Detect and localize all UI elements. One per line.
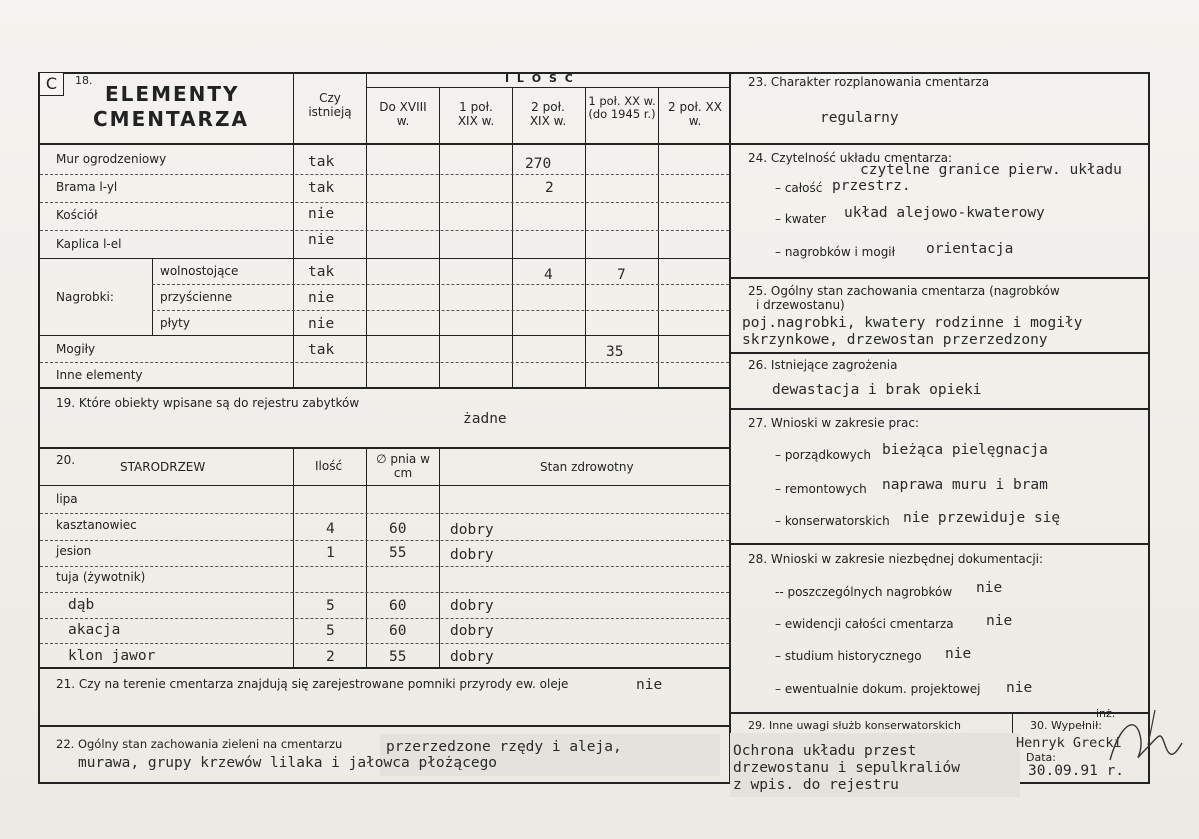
- works-label-1: – porządkowych: [775, 448, 871, 462]
- signature: [1100, 705, 1185, 775]
- period-1: 1 poł. XIX w.: [457, 100, 495, 128]
- tree-name-1: kasztanowiec: [56, 518, 137, 532]
- documentation-answer-1: nie: [976, 580, 1003, 596]
- row-label-freestanding: wolnostojące: [160, 264, 239, 278]
- tree-name-3: tuja (żywotnik): [56, 570, 146, 584]
- exists-freestanding: tak: [308, 264, 335, 280]
- row-label-other: Inne elementy: [56, 368, 143, 382]
- filled-by-date-label: Data:: [1026, 751, 1056, 764]
- trees-title: STARODRZEW: [120, 460, 206, 474]
- exists-gate: tak: [308, 180, 335, 196]
- legibility-answer-2: układ alejowo-kwaterowy: [844, 205, 1045, 221]
- documentation-label-2: – ewidencji całości cmentarza: [775, 617, 954, 631]
- documentation-question: 28. Wnioski w zakresie niezbędnej dokumentacji:: [748, 552, 1044, 566]
- legibility-label-3: – nagrobków i mogił: [775, 245, 896, 259]
- documentation-label-1: -- poszczególnych nagrobków: [775, 585, 953, 599]
- period-0: Do XVIII w.: [379, 100, 427, 128]
- layout-question: 23. Charakter rozplanowania cmentarza: [748, 75, 990, 89]
- qty-gate-p3: 2: [545, 180, 554, 196]
- title-line-1: ELEMENTY: [105, 82, 240, 106]
- tree-diam-6: 55: [389, 649, 407, 665]
- remarks-answer-2: drzewostanu i sepulkraliów: [733, 760, 960, 776]
- tree-count-5: 5: [326, 623, 335, 639]
- legibility-label-1: – całość: [775, 181, 823, 195]
- works-label-3: – konserwatorskich: [775, 514, 890, 528]
- row-label-wall: Mur ogrodzeniowy: [56, 152, 167, 166]
- filled-by-question: 30. Wypełnił:: [1030, 719, 1102, 732]
- title-line-2: CMENTARZA: [93, 107, 249, 131]
- filled-by-title: inż.: [1096, 707, 1116, 720]
- period-3: 1 poł. XX w. (do 1945 r.): [588, 94, 656, 122]
- monuments-answer: nie: [636, 677, 663, 693]
- tree-name-4: dąb: [68, 597, 95, 613]
- row-label-mounds: Mogiły: [56, 342, 96, 356]
- filled-by-name: Henryk Grecki: [1016, 735, 1122, 751]
- tree-health-4: dobry: [450, 598, 494, 614]
- row-label-slabs: płyty: [160, 316, 190, 330]
- legibility-label-2: – kwater: [775, 212, 826, 226]
- documentation-answer-4: nie: [1006, 680, 1033, 696]
- tree-diam-5: 60: [389, 623, 407, 639]
- condition-answer-1: poj.nagrobki, kwatery rodzinne i mogiły: [742, 315, 1083, 331]
- col-quantity-header: I L O Ś Ć: [505, 72, 575, 85]
- row-label-church: Kościół: [56, 208, 98, 222]
- col-exists-header: Czy istnieją: [308, 91, 352, 119]
- condition-answer-2: skrzynkowe, drzewostan przerzedzony: [742, 332, 1048, 348]
- qty-freestanding-p4: 7: [617, 267, 626, 283]
- layout-answer: regularny: [820, 110, 899, 126]
- works-label-2: – remontowych: [775, 482, 867, 496]
- exists-wall-mounted: nie: [308, 290, 335, 306]
- monuments-question: 21. Czy na terenie cmentarza znajdują się zarejestrowane pomniki przyrody ew. oleje: [56, 677, 569, 691]
- documentation-answer-2: nie: [986, 613, 1013, 629]
- trees-number: 20.: [56, 453, 76, 467]
- tree-name-2: jesion: [56, 544, 92, 558]
- corner-letter-box: C: [39, 72, 64, 96]
- greenery-answer-2: murawa, grupy krzewów lilaka i jałowca płożącego: [78, 755, 498, 771]
- works-answer-1: bieżąca pielęgnacja: [882, 442, 1048, 458]
- row-label-graves-group: Nagrobki:: [56, 290, 114, 304]
- qty-freestanding-p3: 4: [544, 267, 553, 283]
- tree-health-5: dobry: [450, 623, 494, 639]
- exists-mounds: tak: [308, 342, 335, 358]
- registry-question: 19. Które obiekty wpisane są do rejestru zabytków: [56, 396, 360, 410]
- row-label-wall-mounted: przyścienne: [160, 290, 233, 304]
- row-label-gate: Brama l-yl: [56, 180, 118, 194]
- exists-church: nie: [308, 206, 335, 222]
- condition-question-2: i drzewostanu): [756, 298, 845, 312]
- works-answer-3: nie przewiduje się: [903, 510, 1061, 526]
- qty-wall-p3: 270: [525, 156, 552, 172]
- row-label-chapel: Kaplica l-el: [56, 237, 122, 251]
- trees-col-health: Stan zdrowotny: [540, 460, 634, 474]
- registry-answer: żadne: [463, 411, 507, 427]
- tree-count-4: 5: [326, 598, 335, 614]
- qty-mounds-p4: 35: [606, 344, 624, 360]
- tree-count-2: 1: [326, 545, 335, 561]
- remarks-answer-3: z wpis. do rejestru: [733, 777, 899, 793]
- tree-count-1: 4: [326, 521, 335, 537]
- works-answer-2: naprawa muru i bram: [882, 477, 1048, 493]
- greenery-question: 22. Ogólny stan zachowania zieleni na cmentarzu: [56, 737, 343, 751]
- documentation-answer-3: nie: [945, 646, 972, 662]
- tree-health-1: dobry: [450, 522, 494, 538]
- threats-answer: dewastacja i brak opieki: [772, 382, 982, 398]
- exists-wall: tak: [308, 154, 335, 170]
- tree-health-2: dobry: [450, 547, 494, 563]
- tree-name-6: klon jawor: [68, 648, 156, 664]
- trees-col-diameter: ∅ pnia w cm: [376, 452, 430, 480]
- legibility-answer-3: orientacja: [926, 241, 1014, 257]
- documentation-label-3: – studium historycznego: [775, 649, 922, 663]
- remarks-answer-1: Ochrona układu przest: [733, 743, 917, 759]
- legibility-answer-1: przestrz.: [832, 178, 911, 194]
- tree-count-6: 2: [326, 649, 335, 665]
- works-question: 27. Wnioski w zakresie prac:: [748, 416, 920, 430]
- greenery-answer-1: przerzedzone rzędy i aleja,: [386, 739, 622, 755]
- tree-diam-4: 60: [389, 598, 407, 614]
- legibility-answer-0: czytelne granice pierw. układu: [860, 162, 1122, 178]
- remarks-question: 29. Inne uwagi służb konserwatorskich: [748, 719, 961, 732]
- threats-question: 26. Istniejące zagrożenia: [748, 358, 898, 372]
- period-4: 2 poł. XX w.: [668, 100, 722, 128]
- exists-chapel: nie: [308, 232, 335, 248]
- legibility-question: 24. Czytelność układu cmentarza:: [748, 151, 953, 165]
- filled-by-date: 30.09.91 r.: [1028, 763, 1125, 779]
- tree-name-0: lipa: [56, 492, 78, 506]
- trees-col-count: Ilość: [315, 459, 343, 473]
- exists-slabs: nie: [308, 316, 335, 332]
- tree-health-6: dobry: [450, 649, 494, 665]
- section-18-number: 18.: [75, 74, 93, 87]
- documentation-label-4: – ewentualnie dokum. projektowej: [775, 682, 981, 696]
- period-2: 2 poł. XIX w.: [529, 100, 567, 128]
- tree-diam-2: 55: [389, 545, 407, 561]
- condition-question-1: 25. Ogólny stan zachowania cmentarza (nagrobków: [748, 284, 1060, 298]
- tree-name-5: akacja: [68, 622, 121, 638]
- tree-diam-1: 60: [389, 521, 407, 537]
